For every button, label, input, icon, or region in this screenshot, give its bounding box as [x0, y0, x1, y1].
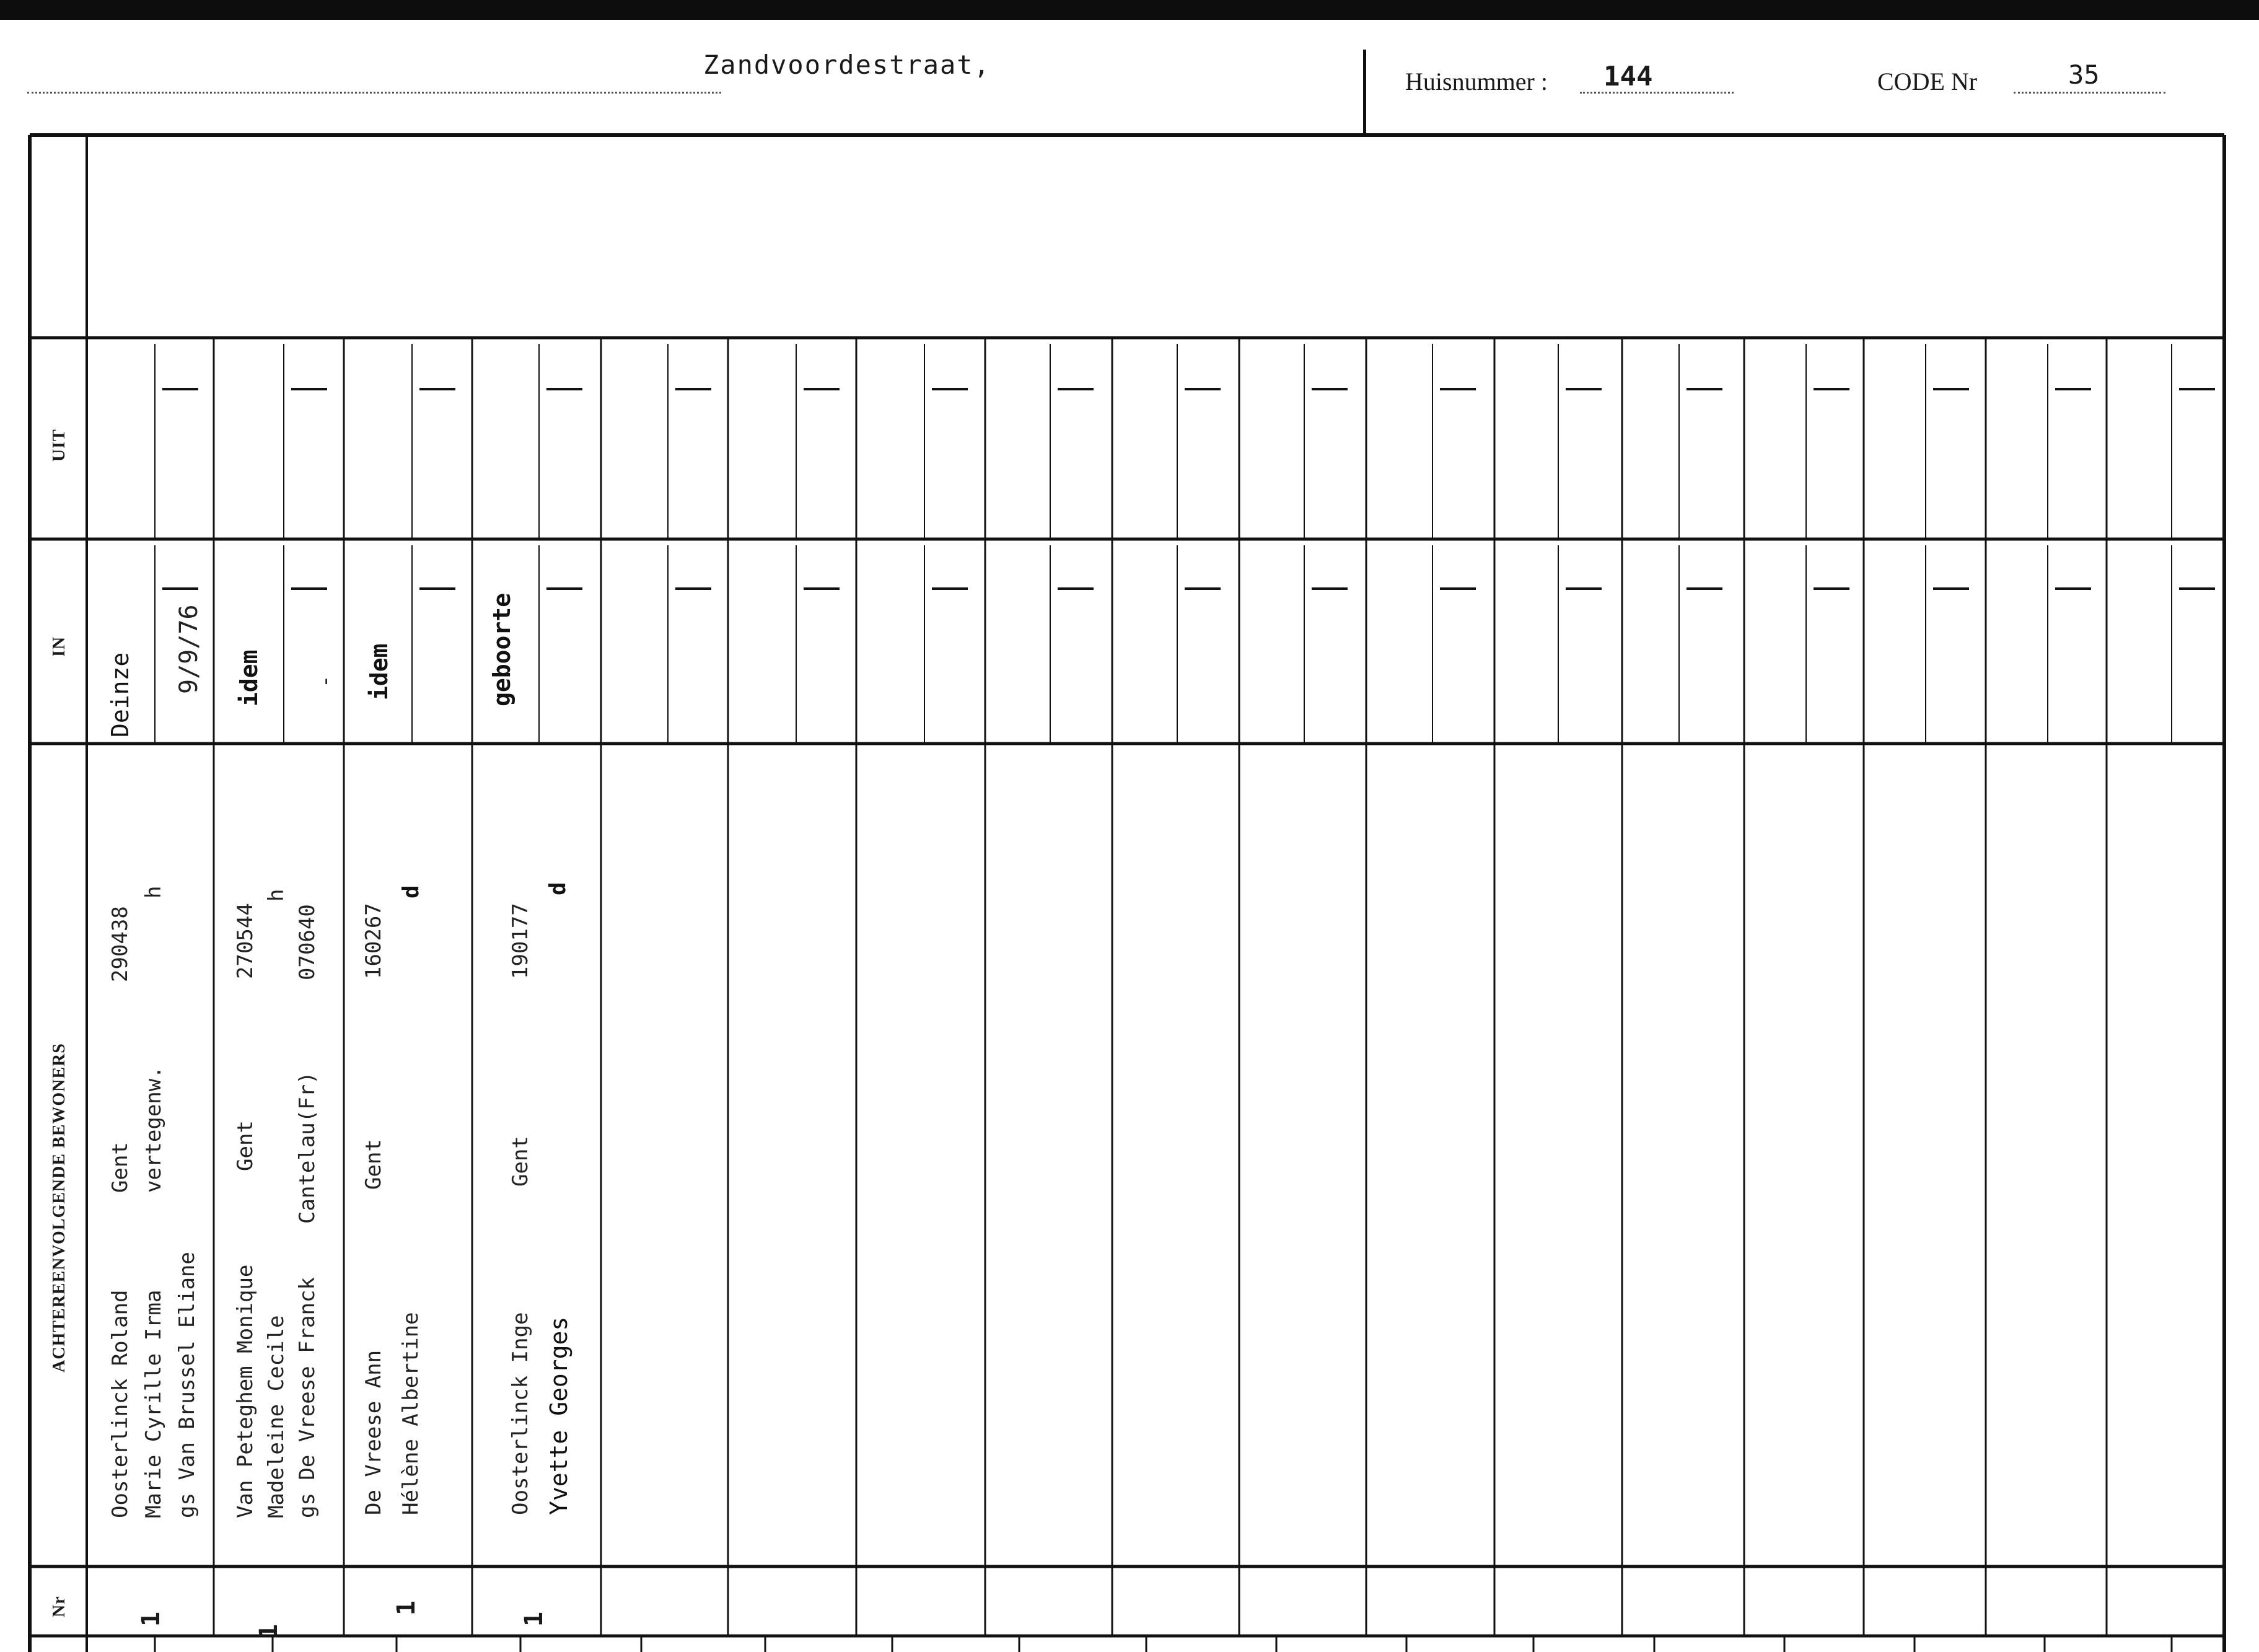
street-name: Zandvoordestraat,	[703, 50, 991, 80]
col1-place-line1: Gent	[108, 1142, 133, 1193]
col2-resident-line3: gs De Vreese Franck	[295, 1277, 320, 1518]
col1-in-origin: Deinze	[107, 652, 134, 737]
code-label: CODE Nr	[1877, 68, 1978, 95]
col3-resident-line2: Hélène Albertine	[398, 1312, 423, 1515]
col2-resident-line2: Madeleine Cecile	[264, 1315, 289, 1518]
col4-place-line1: Gent	[508, 1136, 533, 1187]
col2-in-date: -	[313, 675, 338, 688]
col1-resident-line1: Oosterlinck Roland	[108, 1290, 133, 1518]
col1-date-line2: h	[141, 885, 166, 898]
col4-resident-line2: Yvette Georges	[545, 1316, 572, 1515]
col2-date-line1: 270544	[233, 903, 258, 979]
col2-date-line2: h	[264, 889, 289, 902]
col2-place-line1: Gent	[233, 1120, 258, 1171]
in-section-label: IN	[50, 636, 69, 657]
col3-place-line1: Gent	[361, 1139, 386, 1190]
col2-resident-line1: Van Peteghem Monique	[233, 1264, 258, 1518]
col4-date-line1: 190177	[508, 903, 533, 979]
code-value: 35	[2068, 59, 2100, 90]
col4-in-origin: geboorte	[488, 592, 515, 706]
bewoners-section-label: ACHTEREENVOLGENDE BEWONERS	[50, 1043, 69, 1373]
col4-date-line2: d	[545, 882, 571, 895]
col1-place-line2: vertegenw.	[141, 1066, 166, 1193]
col3-date-line2: d	[398, 885, 424, 898]
nr-section-label: Nr	[50, 1596, 69, 1617]
house-number-label: Huisnummer :	[1405, 68, 1548, 95]
house-number-value: 144	[1603, 61, 1653, 92]
col2-place-line3: Cantelau(Fr)	[295, 1071, 320, 1224]
col3-nr: 1	[392, 1600, 421, 1616]
col2-date-line3: 070640	[295, 904, 320, 980]
col3-resident-line1: De Vreese Ann	[361, 1350, 386, 1515]
col1-resident-line3: gs Van Brussel Eliane	[175, 1252, 200, 1518]
col1-date-line1: 290438	[108, 906, 133, 982]
col1-nr: 1	[137, 1611, 166, 1627]
col4-nr: 1	[520, 1611, 549, 1627]
col2-nr: 1	[255, 1623, 284, 1640]
col2-in-origin: idem	[235, 649, 263, 706]
col4-resident-line1: Oosterlinck Inge	[508, 1312, 533, 1515]
col3-in-origin: idem	[366, 643, 393, 700]
col3-date-line1: 160267	[361, 903, 386, 979]
col1-in-date: 9/9/76	[175, 604, 203, 694]
uit-section-label: UIT	[50, 429, 69, 462]
col1-resident-line2: Marie Cyrille Irma	[141, 1290, 166, 1518]
